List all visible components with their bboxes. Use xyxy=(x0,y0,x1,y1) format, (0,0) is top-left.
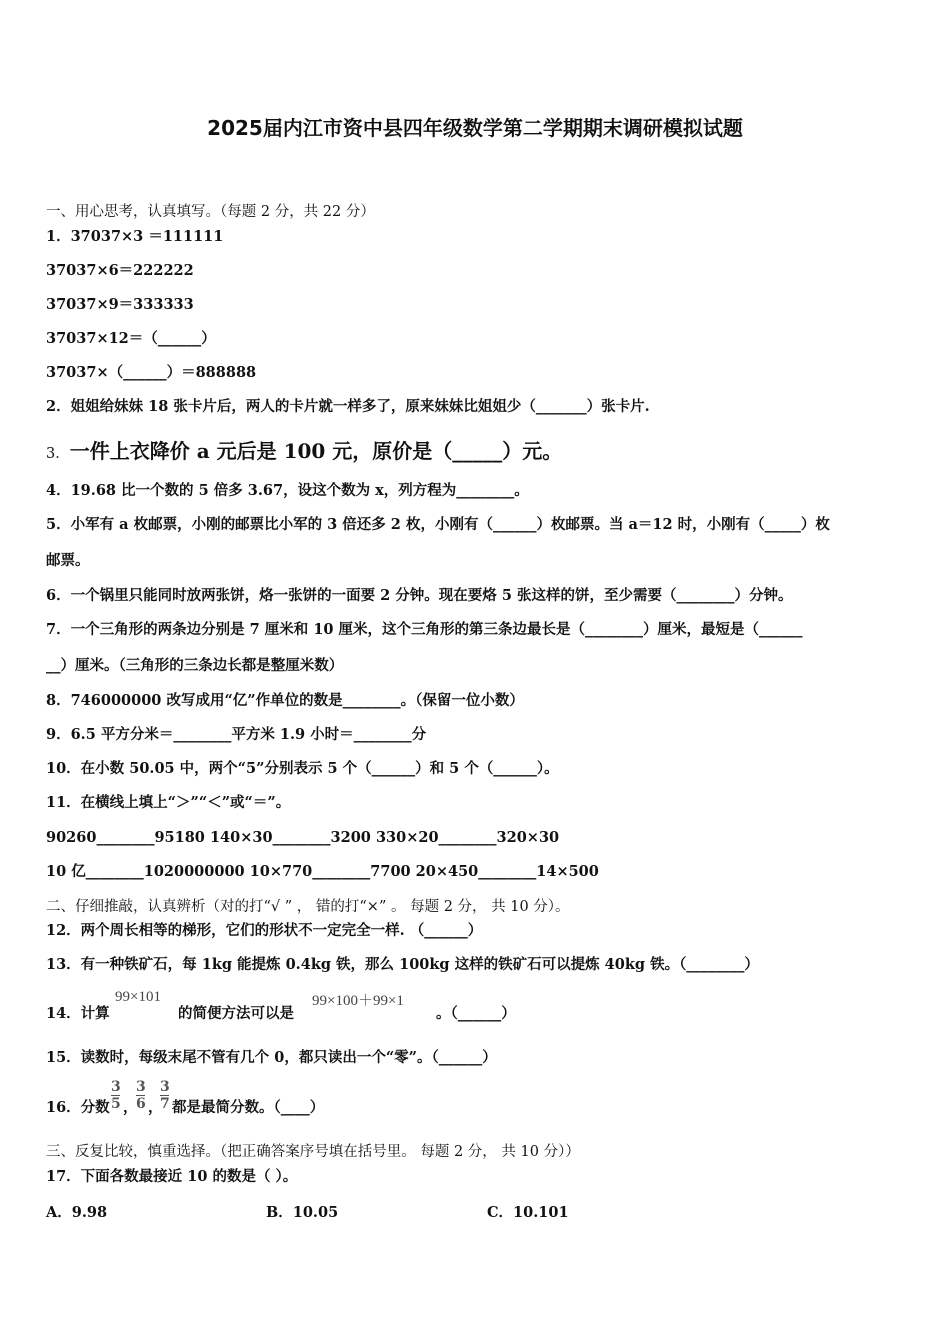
question-16-suffix: 都是最简分数。（____） xyxy=(172,1099,325,1116)
question-7-line-2: __）厘米。（三角形的三条边长都是整厘米数） xyxy=(46,657,344,674)
fraction-3-5 xyxy=(111,1080,121,1111)
section-1-heading: 一、用心思考，认真填写。（每题 2 分，共 22 分） xyxy=(46,204,375,220)
question-14-prefix: 14．计算 xyxy=(46,1005,110,1022)
question-4: 4．19.68 比一个数的 5 倍多 3.67，设这个数为 x，列方程为________。 xyxy=(46,482,529,499)
separator: ， xyxy=(123,1099,138,1116)
question-11: 11．在横线上填上“＞”“＜”或“＝”。 xyxy=(46,794,291,811)
question-5-line-2: 邮票。 xyxy=(46,552,90,569)
question-1-line-1: 1．37037×3 ＝111111 xyxy=(46,228,224,245)
question-7-line-1: 7．一个三角形的两条边分别是 7 厘米和 10 厘米，这个三角形的第三条边最长是（________）厘米，最短是（______ xyxy=(46,621,803,638)
fraction-3-7 xyxy=(160,1080,170,1111)
question-1-line-5: 37037×（______）＝888888 xyxy=(46,364,257,381)
question-12: 12．两个周长相等的梯形，它们的形状不一定完全一样. （______） xyxy=(46,922,483,939)
question-3-number: 3． xyxy=(46,446,70,462)
fraction-numerator: 3 xyxy=(111,1079,121,1095)
question-3-text: 一件上衣降价 a 元后是 100 元，原价是（_____）元。 xyxy=(69,439,563,463)
option-c: C．10.101 xyxy=(487,1204,569,1221)
option-b: B．10.05 xyxy=(266,1204,339,1221)
question-1-line-3: 37037×9＝333333 xyxy=(46,296,194,313)
question-14-middle: 的简便方法可以是 xyxy=(178,1005,294,1022)
question-11-row-2: 10 亿________1020000000 10×770________7700 20×450________14×500 xyxy=(46,863,599,880)
question-13: 13．有一种铁矿石，每 1kg 能提炼 0.4kg 铁，那么 100kg 这样的铁矿石可以提炼 40kg 铁。（________） xyxy=(46,956,759,973)
question-1-line-4: 37037×12＝（______） xyxy=(46,330,216,347)
section-3-heading: 三、反复比较，慎重选择。（把正确答案序号填在括号里。 每题 2 分， 共 10 分）） xyxy=(46,1144,580,1160)
question-10: 10．在小数 50.05 中，两个“5”分别表示 5 个（______）和 5 个（______）。 xyxy=(46,760,559,777)
fraction-numerator: 3 xyxy=(160,1079,170,1095)
fraction-numerator: 3 xyxy=(136,1079,146,1095)
fraction-denominator: 7 xyxy=(160,1096,170,1112)
question-11-row-1: 90260________95180 140×30________3200 330×20________320×30 xyxy=(46,829,560,846)
page-title: 2025届内江市资中县四年级数学第二学期期末调研模拟试题 xyxy=(207,116,743,140)
question-16-prefix: 16．分数 xyxy=(46,1099,110,1116)
fraction-denominator: 5 xyxy=(111,1096,121,1112)
option-a: A．9.98 xyxy=(46,1204,108,1221)
fraction-denominator: 6 xyxy=(136,1096,146,1112)
question-3 xyxy=(46,441,562,464)
question-8: 8．746000000 改写成用“亿”作单位的数是________。（保留一位小数） xyxy=(46,692,524,709)
question-9: 9．6.5 平方分米＝________平方米 1.9 小时＝________分 xyxy=(46,726,427,743)
question-1-line-2: 37037×6＝222222 xyxy=(46,262,194,279)
section-2-heading: 二、仔细推敲，认真辨析（对的打“√ ” ， 错的打“×” 。 每题 2 分， 共 10 分）。 xyxy=(46,899,570,915)
question-14-expression-2: 99×100＋99×1 xyxy=(312,993,404,1009)
question-14-expression-1: 99×101 xyxy=(115,989,161,1005)
question-14-suffix: 。（______） xyxy=(436,1005,516,1022)
question-6: 6．一个锅里只能同时放两张饼，烙一张饼的一面要 2 分钟。现在要烙 5 张这样的饼，至少需要（________）分钟。 xyxy=(46,587,793,604)
separator: ， xyxy=(148,1099,163,1116)
question-15: 15．读数时，每级末尾不管有几个 0，都只读出一个“零”。（______） xyxy=(46,1049,497,1066)
question-5-line-1: 5．小军有 a 枚邮票，小刚的邮票比小军的 3 倍还多 2 枚，小刚有（______）枚邮票。当 a＝12 时，小刚有（_____）枚 xyxy=(46,516,830,533)
question-2: 2．姐姐给妹妹 18 张卡片后，两人的卡片就一样多了，原来妹妹比姐姐少（_______）张卡片. xyxy=(46,398,650,415)
fraction-3-6 xyxy=(136,1080,146,1111)
question-17: 17．下面各数最接近 10 的数是（ ）。 xyxy=(46,1168,298,1185)
